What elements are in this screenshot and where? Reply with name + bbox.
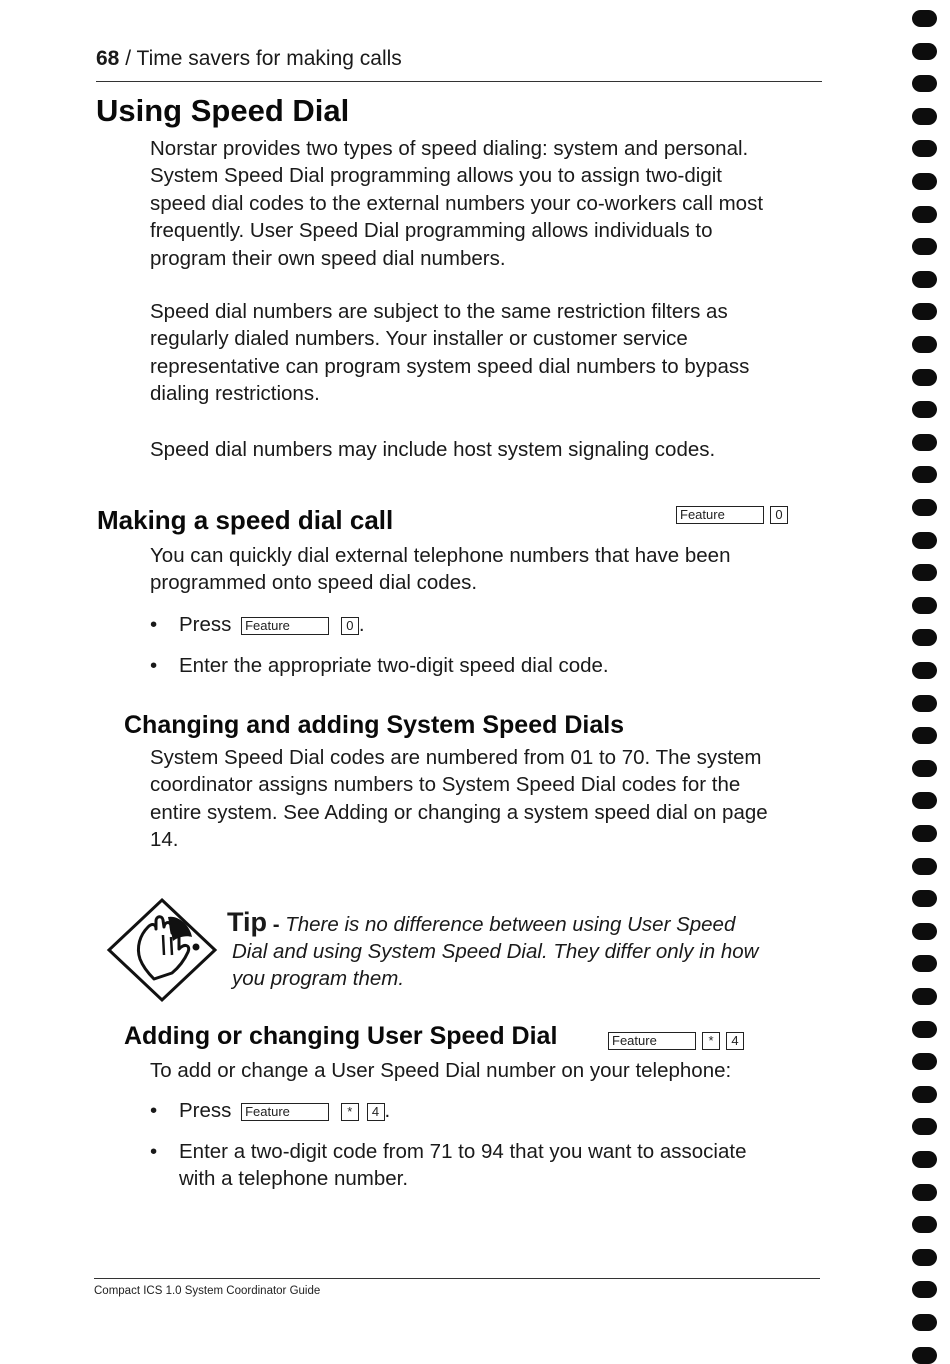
making-call-keys xyxy=(676,506,788,524)
binding-hole xyxy=(912,792,937,809)
text-line: program their own speed dial numbers. xyxy=(150,246,506,270)
text-line: speed dial codes to the external numbers your co-workers call most xyxy=(150,191,764,215)
binding-hole xyxy=(912,1314,937,1331)
binding-hole xyxy=(912,206,937,223)
binding-hole xyxy=(912,727,937,744)
step-text: Press xyxy=(179,1099,232,1122)
binding-hole xyxy=(912,1347,937,1364)
list-item: • Enter a two-digit code from 71 to 94 that you want to associate with a telephone number. xyxy=(150,1140,747,1190)
binding-hole xyxy=(912,564,937,581)
tip-text-line: you program them. xyxy=(232,967,405,990)
tip-hand-pointing-icon xyxy=(106,897,218,1003)
binding-hole xyxy=(912,1216,937,1233)
binding-hole xyxy=(912,760,937,777)
page-number: 68 xyxy=(96,47,120,70)
intro-paragraph-1 xyxy=(150,135,763,272)
digit-key-4: 4 xyxy=(367,1103,385,1121)
binding-hole xyxy=(912,988,937,1005)
binding-hole xyxy=(912,173,937,190)
binding-hole xyxy=(912,695,937,712)
binding-hole xyxy=(912,140,937,157)
text-line: System Speed Dial codes are numbered from 01 to 70. The system xyxy=(150,746,762,769)
binding-hole xyxy=(912,1249,937,1266)
tip-text-line: There is no difference between using User Speed xyxy=(285,913,736,936)
binding-hole xyxy=(912,923,937,940)
binding-hole xyxy=(912,597,937,614)
tip-text-line: Dial and using System Speed Dial. They differ only in how xyxy=(232,940,759,963)
making-call-body xyxy=(150,542,730,597)
binding-hole xyxy=(912,532,937,549)
text-line: Speed dial numbers are subject to the same restriction filters as xyxy=(150,300,728,323)
star-key: * xyxy=(702,1032,720,1050)
binding-hole xyxy=(912,303,937,320)
binding-hole xyxy=(912,1118,937,1135)
text-line: You can quickly dial external telephone numbers that have been xyxy=(150,544,731,567)
step-text: Enter the appropriate two-digit speed dial code. xyxy=(179,654,609,677)
user-dial-keys xyxy=(608,1032,744,1050)
digit-key-0: 0 xyxy=(770,506,788,524)
binding-hole xyxy=(912,629,937,646)
text-line: programmed onto speed dial codes. xyxy=(150,571,478,595)
binding-hole xyxy=(912,662,937,679)
binding-hole xyxy=(912,336,937,353)
text-line: representative can program system speed dial numbers to bypass xyxy=(150,354,750,378)
binding-hole xyxy=(912,466,937,483)
making-call-heading: Making a speed dial call xyxy=(97,505,394,535)
tip-dash: - xyxy=(272,913,280,936)
binding-hole xyxy=(912,1086,937,1103)
binding-hole xyxy=(912,858,937,875)
feature-key: Feature xyxy=(241,617,329,635)
binding-hole xyxy=(912,108,937,125)
intro-paragraph-3 xyxy=(150,436,715,463)
tip-label: Tip xyxy=(227,907,267,937)
making-call-steps xyxy=(150,611,365,638)
binding-hole xyxy=(912,1184,937,1201)
binding-hole xyxy=(912,271,937,288)
text-line: frequently. User Speed Dial programming allows individuals to xyxy=(150,219,713,243)
step-text: with a telephone number. xyxy=(179,1167,409,1190)
text-line: entire system. See Adding or changing a system speed dial on page xyxy=(150,800,768,824)
system-dials-heading: Changing and adding System Speed Dials xyxy=(124,711,625,739)
feature-key: Feature xyxy=(608,1032,696,1050)
footer-text: Compact ICS 1.0 System Coordinator Guide xyxy=(94,1285,321,1297)
tip-callout xyxy=(227,909,827,992)
binding-hole xyxy=(912,1053,937,1070)
feature-key: Feature xyxy=(241,1103,329,1121)
header-separator: / xyxy=(125,47,132,70)
user-dial-body xyxy=(150,1057,731,1084)
step-suffix: . xyxy=(384,1099,391,1122)
binding-hole xyxy=(912,10,937,27)
binding-hole xyxy=(912,401,937,418)
user-dial-steps-2 xyxy=(150,1138,746,1192)
list-item: • Enter the appropriate two-digit speed dial code. xyxy=(150,654,609,677)
star-key: * xyxy=(341,1103,359,1121)
text-line: 14. xyxy=(150,828,179,852)
text-line: System Speed Dial programming allows you to assign two-digit xyxy=(150,164,722,188)
header-rule xyxy=(96,81,822,82)
page-title: Using Speed Dial xyxy=(96,93,350,128)
list-item: • Press Feature 0 . xyxy=(150,613,365,636)
text-line: coordinator assigns numbers to System Speed Dial codes for the xyxy=(150,773,741,797)
binding-hole xyxy=(912,1281,937,1298)
binding-hole xyxy=(912,369,937,386)
running-header xyxy=(96,47,402,71)
system-dials-body xyxy=(150,744,768,854)
text-line: regularly dialed numbers. Your installer or customer service xyxy=(150,327,688,351)
feature-key: Feature xyxy=(676,506,764,524)
text-line: Speed dial numbers may include host system signaling codes. xyxy=(150,438,716,461)
binding-hole xyxy=(912,890,937,907)
binding-hole xyxy=(912,434,937,451)
binding-hole xyxy=(912,1151,937,1168)
text-line: Norstar provides two types of speed dialing: system and personal. xyxy=(150,137,749,160)
step-text: Press xyxy=(179,613,232,636)
list-item: • Press Feature * 4 . xyxy=(150,1099,391,1122)
user-dial-heading: Adding or changing User Speed Dial xyxy=(124,1022,558,1050)
digit-key-0: 0 xyxy=(341,617,359,635)
binding-hole xyxy=(912,499,937,516)
spiral-binding xyxy=(912,0,950,1349)
binding-hole xyxy=(912,238,937,255)
digit-key-4: 4 xyxy=(726,1032,744,1050)
making-call-steps-2 xyxy=(150,652,609,679)
section-title: Time savers for making calls xyxy=(136,47,402,70)
binding-hole xyxy=(912,825,937,842)
footer-rule xyxy=(94,1278,820,1279)
text-line: To add or change a User Speed Dial number on your telephone: xyxy=(150,1059,732,1082)
binding-hole xyxy=(912,75,937,92)
step-text: Enter a two-digit code from 71 to 94 that you want to associate xyxy=(179,1140,747,1163)
binding-hole xyxy=(912,43,937,60)
text-line: dialing restrictions. xyxy=(150,382,320,406)
binding-hole xyxy=(912,1021,937,1038)
binding-hole xyxy=(912,955,937,972)
user-dial-steps xyxy=(150,1097,390,1124)
step-suffix: . xyxy=(358,613,365,636)
intro-paragraph-2 xyxy=(150,298,749,408)
